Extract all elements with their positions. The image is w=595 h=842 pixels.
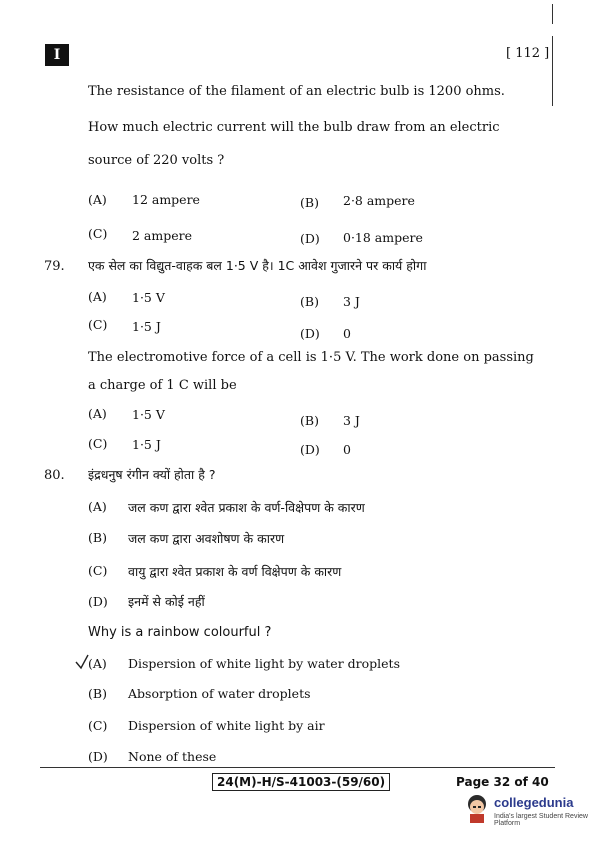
option-label: (A) <box>88 656 107 671</box>
section-badge: I <box>45 44 69 66</box>
option-label: (C) <box>88 226 108 241</box>
option-label: (D) <box>300 231 320 246</box>
option-label: (A) <box>88 192 107 207</box>
answer-tick-mark <box>74 652 90 672</box>
option-text: 1·5 J <box>132 437 161 452</box>
paper-code: 24(M)-H/S-41003-(59/60) <box>212 773 390 791</box>
option-text: 1·5 J <box>132 319 161 334</box>
question-text: The resistance of the filament of an electric bulb is 1200 ohms. <box>88 84 505 99</box>
option-label: (C) <box>88 563 108 578</box>
option-label: (A) <box>88 406 107 421</box>
option-label: (B) <box>88 530 107 545</box>
option-text: इनमें से कोई नहीं <box>128 594 205 609</box>
option-text: 2·8 ampere <box>343 193 415 208</box>
option-label: (B) <box>300 195 319 210</box>
footer-divider <box>40 767 555 768</box>
option-text: 1·5 V <box>132 407 165 422</box>
option-text: None of these <box>128 749 217 764</box>
option-text: 3 J <box>343 294 360 309</box>
question-text: The electromotive force of a cell is 1·5 V. The work done on passing <box>88 350 534 365</box>
question-text: Why is a rainbow colourful ? <box>88 625 272 640</box>
question-text: How much electric current will the bulb draw from an electric <box>88 120 500 135</box>
option-label: (C) <box>88 436 108 451</box>
page-number: Page 32 of 40 <box>456 775 549 789</box>
option-label: (B) <box>300 294 319 309</box>
option-text: 1·5 V <box>132 290 165 305</box>
option-text: Dispersion of white light by water droplets <box>128 656 400 671</box>
option-label: (B) <box>300 413 319 428</box>
question-number: 80. <box>44 468 65 483</box>
option-label: (C) <box>88 718 108 733</box>
question-text: source of 220 volts ? <box>88 153 225 168</box>
option-text: Absorption of water droplets <box>128 686 311 701</box>
option-text: वायु द्वारा श्वेत प्रकाश के वर्ण विक्षेपण के कारण <box>128 564 342 579</box>
option-text: 0·18 ampere <box>343 230 423 245</box>
option-text: जल कण द्वारा श्वेत प्रकाश के वर्ण-विक्षेपण के कारण <box>128 500 365 515</box>
collegedunia-logo-icon <box>462 792 492 824</box>
watermark-tagline: India's largest Student Review Platform <box>494 813 588 827</box>
option-text: 2 ampere <box>132 228 193 243</box>
question-number: 79. <box>44 259 65 274</box>
option-text: 0 <box>343 326 351 341</box>
option-text: जल कण द्वारा अवशोषण के कारण <box>128 531 285 546</box>
watermark-brand: collegedunia <box>494 795 574 810</box>
margin-line <box>552 4 553 24</box>
option-text: 0 <box>343 442 351 457</box>
margin-line <box>552 36 553 106</box>
question-text: a charge of 1 C will be <box>88 378 237 393</box>
question-text-hindi: इंद्रधनुष रंगीन क्यों होता है ? <box>88 467 216 482</box>
page-mark: [ 112 ] <box>506 46 550 61</box>
option-label: (D) <box>300 326 320 341</box>
option-label: (B) <box>88 686 107 701</box>
question-text-hindi: एक सेल का विद्युत-वाहक बल 1·5 V है। 1C आवेश गुजारने पर कार्य होगा <box>88 258 427 273</box>
option-label: (A) <box>88 289 107 304</box>
option-label: (A) <box>88 499 107 514</box>
option-label: (D) <box>88 749 108 764</box>
option-label: (D) <box>88 594 108 609</box>
option-text: 12 ampere <box>132 192 200 207</box>
option-text: Dispersion of white light by air <box>128 718 325 733</box>
option-label: (C) <box>88 317 108 332</box>
option-label: (D) <box>300 442 320 457</box>
option-text: 3 J <box>343 413 360 428</box>
